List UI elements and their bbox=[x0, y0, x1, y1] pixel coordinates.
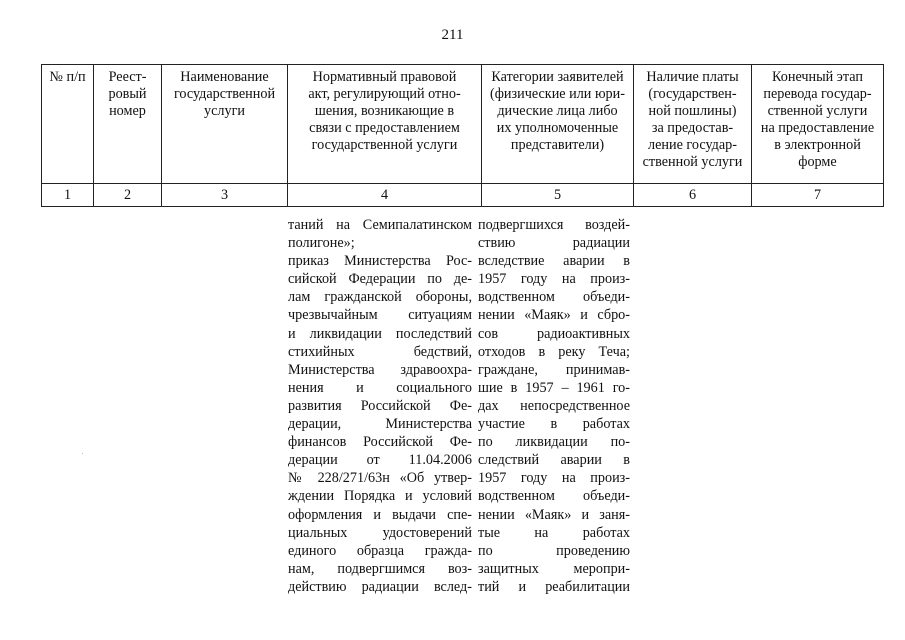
applicant-categories-text bbox=[478, 216, 630, 596]
text-line: Министерства здравоохра- bbox=[288, 361, 472, 378]
page-number: 211 bbox=[441, 27, 464, 43]
text-line: и ликвидации последствий bbox=[288, 325, 472, 342]
text-line: водственном объеди- bbox=[478, 289, 630, 306]
text-line: дах непосредственное bbox=[478, 397, 630, 414]
text-line: отходов в реку Теча; bbox=[478, 343, 630, 360]
text-line: водственном объеди- bbox=[478, 488, 630, 505]
text-line: циальных удостоверений bbox=[288, 524, 472, 541]
text-line: нении «Маяк» и сбро- bbox=[478, 307, 630, 324]
text-line: подвергшихся воздей- bbox=[478, 217, 630, 233]
text-line: 1957 году на произ- bbox=[478, 271, 630, 288]
column-number-cell: 2 bbox=[94, 184, 162, 207]
scan-speck bbox=[82, 453, 83, 454]
normative-act-text bbox=[288, 216, 472, 596]
text-line: ждении Порядка и условий bbox=[288, 488, 472, 505]
text-line: участие в работах bbox=[478, 416, 630, 433]
header-final-stage: Конечный этап перевода государ- ственной услуги на предоставление в электронной форме bbox=[752, 65, 884, 184]
text-line: оформления и выдачи спе- bbox=[288, 506, 472, 523]
text-line: сийской Федерации по де- bbox=[288, 271, 472, 288]
header-applicant-categories: Категории заявителей (физические или юри- дические лица либо их уполномоченные представители) bbox=[482, 65, 634, 184]
text-line: тые на работах bbox=[478, 524, 630, 541]
header-registry-number: Реест- ровый номер bbox=[94, 65, 162, 184]
header-service-name: Наименование государственной услуги bbox=[162, 65, 288, 184]
text-line: финансов Российской Фе- bbox=[288, 434, 472, 451]
header-row bbox=[42, 65, 884, 184]
text-line: шие в 1957 – 1961 го- bbox=[478, 379, 630, 396]
header-number: № п/п bbox=[42, 65, 94, 184]
column-number-row bbox=[42, 184, 884, 207]
text-line: полигоне»; bbox=[288, 235, 355, 252]
text-line: нения и социального bbox=[288, 379, 472, 396]
text-line: дерации, Министерства bbox=[288, 416, 472, 433]
text-line: защитных меропри- bbox=[478, 560, 630, 577]
text-line: таний на Семипалатинском bbox=[288, 217, 472, 233]
text-line: единого образца гражда- bbox=[288, 542, 472, 559]
header-normative-act: Нормативный правовой акт, регулирующий отно- шения, возникающие в связи с предоставлением государственной услуги bbox=[288, 65, 482, 184]
text-line: тий и реабилитации bbox=[478, 578, 630, 595]
column-number-cell: 5 bbox=[482, 184, 634, 207]
registry-table bbox=[41, 64, 884, 207]
header-fee: Наличие платы (государствен- ной пошлины) за предостав- ление государ- ственной услуги bbox=[634, 65, 752, 184]
column-number-cell: 4 bbox=[288, 184, 482, 207]
column-number-cell: 7 bbox=[752, 184, 884, 207]
text-line: лам гражданской обороны, bbox=[288, 289, 472, 306]
column-number-cell: 3 bbox=[162, 184, 288, 207]
text-line: приказ Министерства Рос- bbox=[288, 253, 472, 270]
text-line: № 228/271/63н «Об утвер- bbox=[288, 470, 472, 487]
text-line: вследствие аварии в bbox=[478, 253, 630, 270]
text-line: нении «Маяк» и заня- bbox=[478, 506, 630, 523]
text-line: по проведению bbox=[478, 542, 630, 559]
text-line: следствий аварии в bbox=[478, 452, 630, 469]
text-line: дерации от 11.04.2006 bbox=[288, 452, 472, 469]
column-number-cell: 1 bbox=[42, 184, 94, 207]
text-line: стихийных бедствий, bbox=[288, 343, 472, 360]
text-line: развития Российской Фе- bbox=[288, 397, 472, 414]
text-line: сов радиоактивных bbox=[478, 325, 630, 342]
text-line: 1957 году на произ- bbox=[478, 470, 630, 487]
text-line: действию радиации вслед- bbox=[288, 578, 472, 595]
text-line: по ликвидации по- bbox=[478, 434, 630, 451]
text-line: чрезвычайным ситуациям bbox=[288, 307, 472, 324]
text-line: ствию радиации bbox=[478, 235, 630, 252]
column-number-cell: 6 bbox=[634, 184, 752, 207]
text-line: граждане, принимав- bbox=[478, 361, 630, 378]
text-line: нам, подвергшимся воз- bbox=[288, 560, 472, 577]
